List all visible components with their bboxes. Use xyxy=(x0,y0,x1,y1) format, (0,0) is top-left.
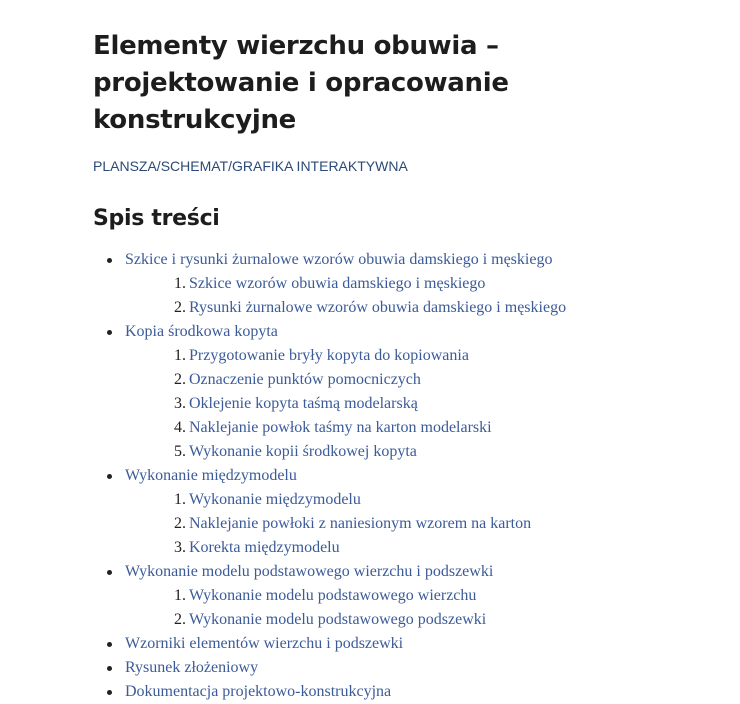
bullet-icon xyxy=(107,570,112,575)
toc-subitem-number: 4. xyxy=(174,419,186,436)
toc-subitem xyxy=(125,416,713,440)
bullet-icon xyxy=(107,474,112,479)
bullet-icon xyxy=(107,330,112,335)
toc-subitem xyxy=(125,584,713,608)
toc-subitem-number: 5. xyxy=(174,443,186,460)
toc-item xyxy=(93,680,713,704)
toc-link[interactable]: Dokumentacja projektowo-konstrukcyjna xyxy=(125,683,392,700)
toc-sublink[interactable]: Wykonanie modelu podstawowego podszewki xyxy=(189,611,487,628)
toc-subitem xyxy=(125,392,713,416)
toc-subitem-number: 1. xyxy=(174,275,186,292)
toc-subitem-number: 2. xyxy=(174,611,186,628)
toc-sublink[interactable]: Wykonanie międzymodelu xyxy=(189,491,361,508)
toc-link[interactable]: Szkice i rysunki żurnalowe wzorów obuwia damskiego i męskiego xyxy=(125,251,553,268)
toc-subitem xyxy=(125,272,713,296)
toc-subitem-number: 2. xyxy=(174,371,186,388)
toc-subitem-number: 2. xyxy=(174,299,186,316)
toc-subitem xyxy=(125,488,713,512)
toc-item xyxy=(93,656,713,680)
toc-subitem xyxy=(125,440,713,464)
toc-subitem xyxy=(125,368,713,392)
toc-item xyxy=(93,320,713,464)
toc-sublist xyxy=(125,344,713,464)
toc-link[interactable]: Kopia środkowa kopyta xyxy=(125,323,278,340)
bullet-icon xyxy=(107,642,112,647)
toc-sublink[interactable]: Oznaczenie punktów pomocniczych xyxy=(189,371,421,388)
toc-item xyxy=(93,464,713,560)
bullet-icon xyxy=(107,690,112,695)
toc-sublink[interactable]: Korekta międzymodelu xyxy=(189,539,340,556)
toc-sublink[interactable]: Oklejenie kopyta taśmą modelarską xyxy=(189,395,418,412)
toc-subitem xyxy=(125,296,713,320)
toc-sublink[interactable]: Naklejanie powłoki z naniesionym wzorem na karton xyxy=(189,515,532,532)
toc-item xyxy=(93,248,713,320)
toc-sublist xyxy=(125,584,713,632)
toc-link[interactable]: Wykonanie międzymodelu xyxy=(125,467,297,484)
toc-subitem-number: 3. xyxy=(174,539,186,556)
toc-subitem-number: 2. xyxy=(174,515,186,532)
toc-sublink[interactable]: Szkice wzorów obuwia damskiego i męskiego xyxy=(189,275,486,292)
toc-sublink[interactable]: Naklejanie powłok taśmy na karton modelarski xyxy=(189,419,492,436)
toc-link[interactable]: Wykonanie modelu podstawowego wierzchu i podszewki xyxy=(125,563,494,580)
toc-subitem xyxy=(125,512,713,536)
toc-sublink[interactable]: Wykonanie modelu podstawowego wierzchu xyxy=(189,587,477,604)
toc-item xyxy=(93,632,713,656)
content-type-label: PLANSZA/SCHEMAT/GRAFIKA INTERAKTYWNA xyxy=(93,158,408,174)
toc-sublist xyxy=(125,272,713,320)
toc-subitem xyxy=(125,536,713,560)
toc-sublist xyxy=(125,488,713,560)
toc-sublink[interactable]: Wykonanie kopii środkowej kopyta xyxy=(189,443,417,460)
page-content xyxy=(93,28,713,704)
toc-heading: Spis treści xyxy=(93,206,220,231)
toc-subitem xyxy=(125,344,713,368)
toc-item xyxy=(93,560,713,632)
toc-subitem xyxy=(125,608,713,632)
toc-sublink[interactable]: Rysunki żurnalowe wzorów obuwia damskiego i męskiego xyxy=(189,299,567,316)
toc-sublink[interactable]: Przygotowanie bryły kopyta do kopiowania xyxy=(189,347,469,364)
toc-subitem-number: 3. xyxy=(174,395,186,412)
toc-subitem-number: 1. xyxy=(174,347,186,364)
toc-subitem-number: 1. xyxy=(174,587,186,604)
bullet-icon xyxy=(107,258,112,263)
toc-link[interactable]: Rysunek złożeniowy xyxy=(125,659,259,676)
bullet-icon xyxy=(107,666,112,671)
table-of-contents xyxy=(93,248,713,704)
toc-subitem-number: 1. xyxy=(174,491,186,508)
toc-link[interactable]: Wzorniki elementów wierzchu i podszewki xyxy=(125,635,404,652)
page-title: Elementy wierzchu obuwia – projektowanie i opracowanie konstrukcyjne xyxy=(93,31,509,135)
